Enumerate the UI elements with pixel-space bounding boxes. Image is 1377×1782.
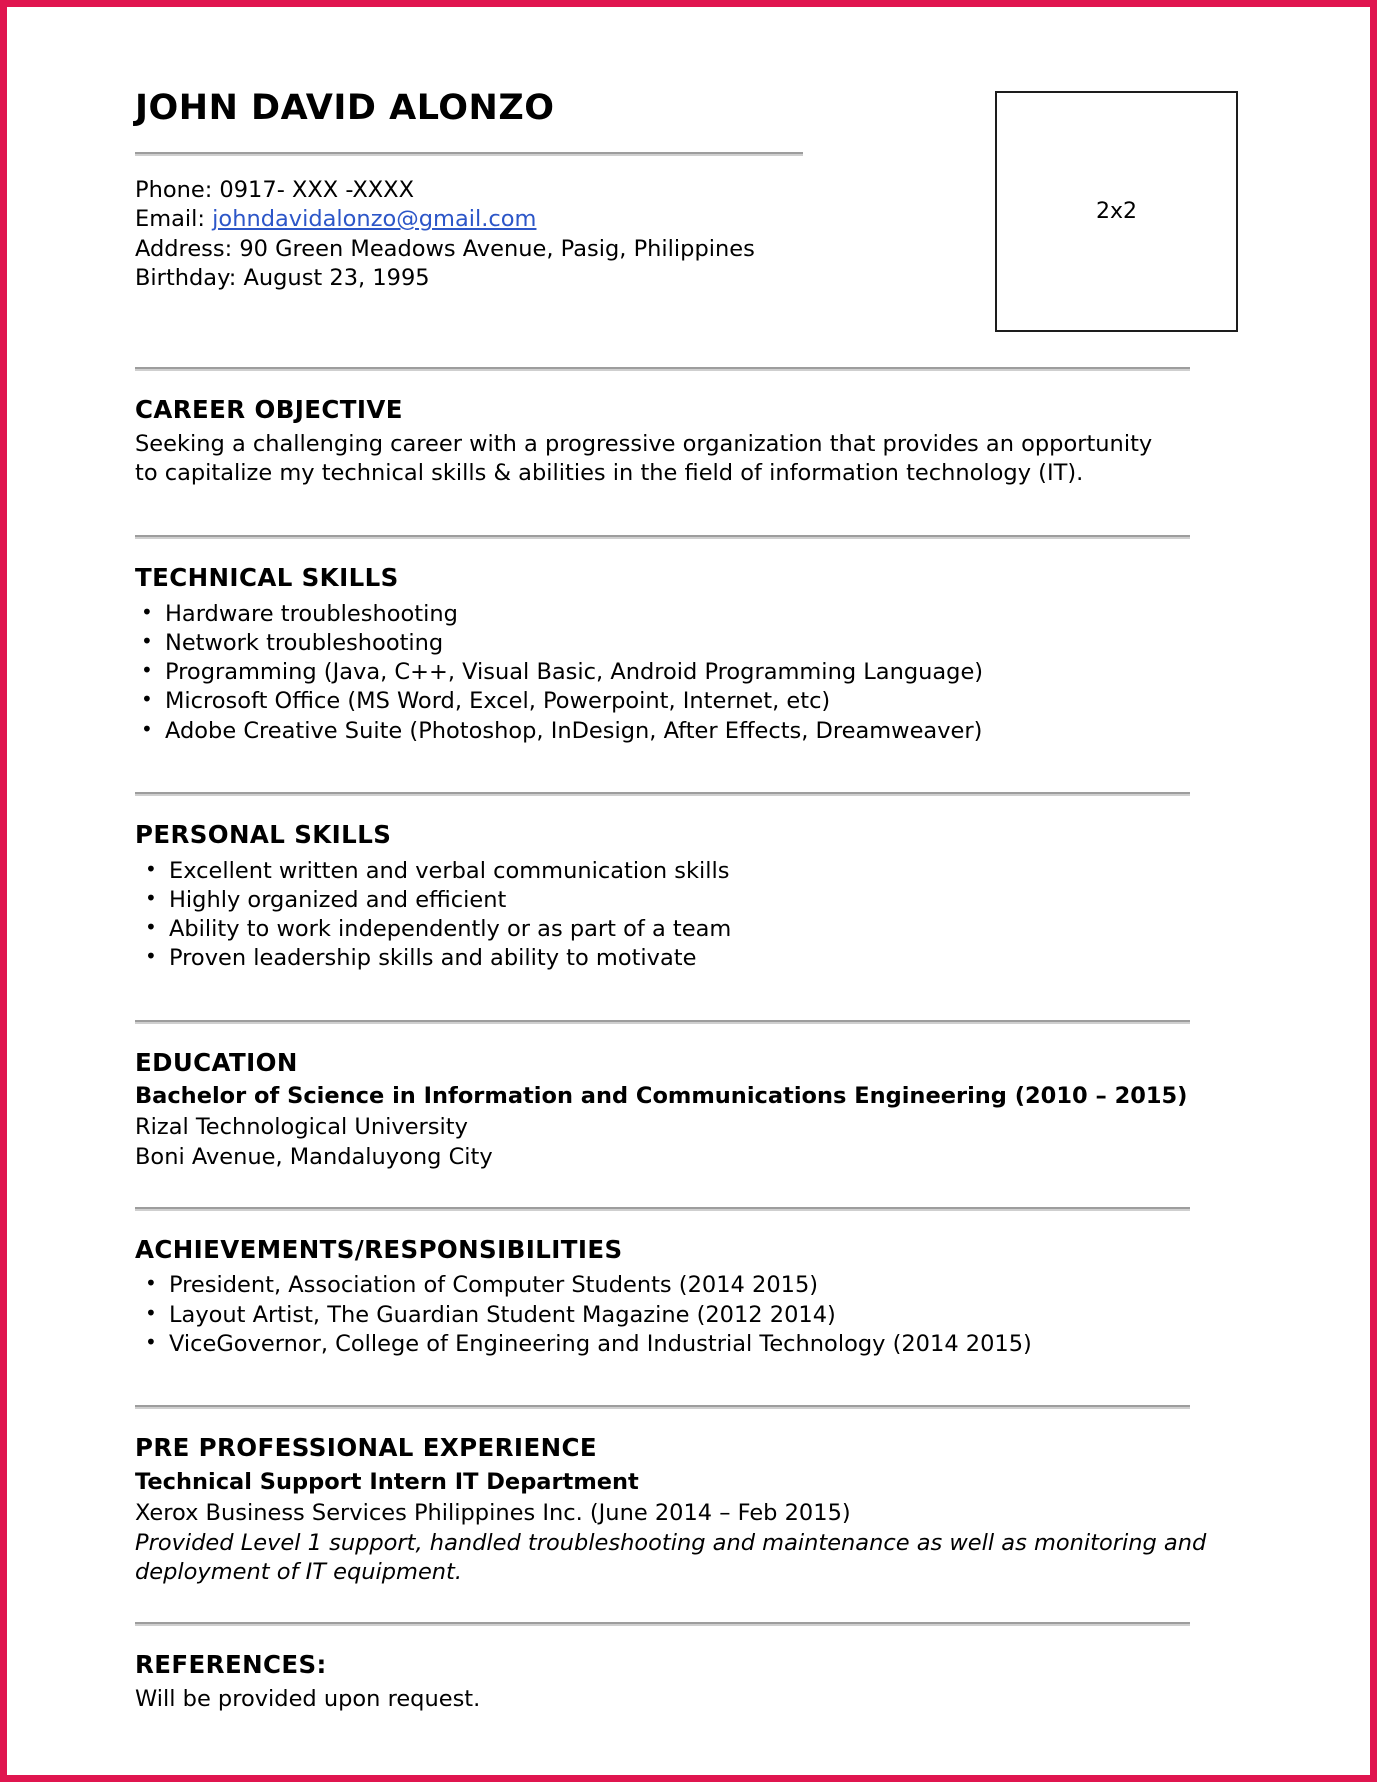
list-item: • President, Association of Computer Students (2014 2015) bbox=[135, 1271, 1310, 1300]
career-objective-title: CAREER OBJECTIVE bbox=[135, 395, 403, 424]
references-title: REFERENCES: bbox=[135, 1650, 327, 1680]
resume-sheet bbox=[7, 7, 1370, 1775]
section-experience bbox=[135, 1409, 1310, 1588]
references-text: Will be provided upon request. bbox=[135, 1685, 481, 1712]
spacer bbox=[135, 489, 1310, 529]
photo-placeholder-box bbox=[995, 91, 1238, 332]
section-achievements bbox=[135, 1211, 1310, 1359]
section-personal-skills bbox=[135, 796, 1310, 974]
spacer bbox=[135, 974, 1310, 1014]
email-link[interactable]: johndavidalonzo@gmail.com bbox=[212, 206, 537, 233]
education-title: EDUCATION bbox=[135, 1047, 298, 1077]
phone-line: Phone: 0917- XXX -XXXX bbox=[135, 177, 415, 203]
spacer bbox=[135, 1588, 1310, 1616]
name-divider bbox=[135, 152, 803, 156]
list-item: • Ability to work independently or as part of a team bbox=[135, 915, 1310, 944]
section-technical-skills bbox=[135, 539, 1310, 746]
career-objective-text bbox=[135, 430, 1310, 489]
experience-description-line-2: deployment of IT equipment. bbox=[135, 1559, 463, 1586]
photo-size-label: 2x2 bbox=[1095, 199, 1137, 224]
birthday-line: Birthday: August 23, 1995 bbox=[135, 264, 430, 291]
personal-skills-title: PERSONAL SKILLS bbox=[135, 819, 392, 849]
achievements-list bbox=[135, 1271, 1310, 1359]
experience-title: PRE PROFESSIONAL EXPERIENCE bbox=[135, 1433, 598, 1463]
education-degree: Bachelor of Science in Information and Communications Engineering (2010 – 2015) bbox=[135, 1083, 1188, 1110]
section-references bbox=[135, 1626, 1310, 1714]
spacer bbox=[135, 1359, 1310, 1399]
list-item: • ViceGovernor, College of Engineering and Industrial Technology (2014 2015) bbox=[135, 1330, 1310, 1359]
spacer bbox=[135, 746, 1310, 786]
experience-description-line-1: Provided Level 1 support, handled troubleshooting and maintenance as well as monitoring and bbox=[135, 1529, 1207, 1556]
career-objective-line-1: Seeking a challenging career with a progressive organization that provides an opportunity bbox=[135, 430, 1153, 457]
page-title: JOHN DAVID ALONZO bbox=[135, 88, 555, 128]
list-item: • Microsoft Office (MS Word, Excel, Powerpoint, Internet, etc) bbox=[135, 687, 1310, 716]
email-label: Email: bbox=[135, 206, 206, 233]
section-education bbox=[135, 1024, 1310, 1173]
list-item: • Programming (Java, C++, Visual Basic, Android Programming Language) bbox=[135, 658, 1310, 687]
experience-role: Technical Support Intern IT Department bbox=[135, 1468, 639, 1495]
list-item: • Layout Artist, The Guardian Student Magazine (2012 2014) bbox=[135, 1301, 1310, 1330]
list-item: • Hardware troubleshooting bbox=[135, 600, 1310, 629]
list-item: • Excellent written and verbal communication skills bbox=[135, 857, 1310, 886]
address-line: Address: 90 Green Meadows Avenue, Pasig, Philippines bbox=[135, 235, 755, 262]
section-career-objective bbox=[135, 371, 1310, 489]
list-item: • Proven leadership skills and ability to motivate bbox=[135, 944, 1310, 973]
education-school-address: Boni Avenue, Mandaluyong City bbox=[135, 1144, 493, 1171]
career-objective-line-2: to capitalize my technical skills & abilities in the field of information technology (IT). bbox=[135, 460, 1084, 487]
technical-skills-title: TECHNICAL SKILLS bbox=[135, 563, 399, 592]
technical-skills-list bbox=[135, 600, 1310, 746]
list-item: • Highly organized and efficient bbox=[135, 886, 1310, 915]
spacer bbox=[135, 1173, 1310, 1201]
education-school: Rizal Technological University bbox=[135, 1114, 468, 1141]
resume-header bbox=[135, 88, 1310, 361]
list-item: • Network troubleshooting bbox=[135, 629, 1310, 658]
list-item: • Adobe Creative Suite (Photoshop, InDesign, After Effects, Dreamweaver) bbox=[135, 717, 1310, 746]
personal-skills-list bbox=[135, 857, 1310, 974]
experience-company: Xerox Business Services Philippines Inc. (June 2014 – Feb 2015) bbox=[135, 1500, 851, 1526]
achievements-title: ACHIEVEMENTS/RESPONSIBILITIES bbox=[135, 1234, 623, 1264]
